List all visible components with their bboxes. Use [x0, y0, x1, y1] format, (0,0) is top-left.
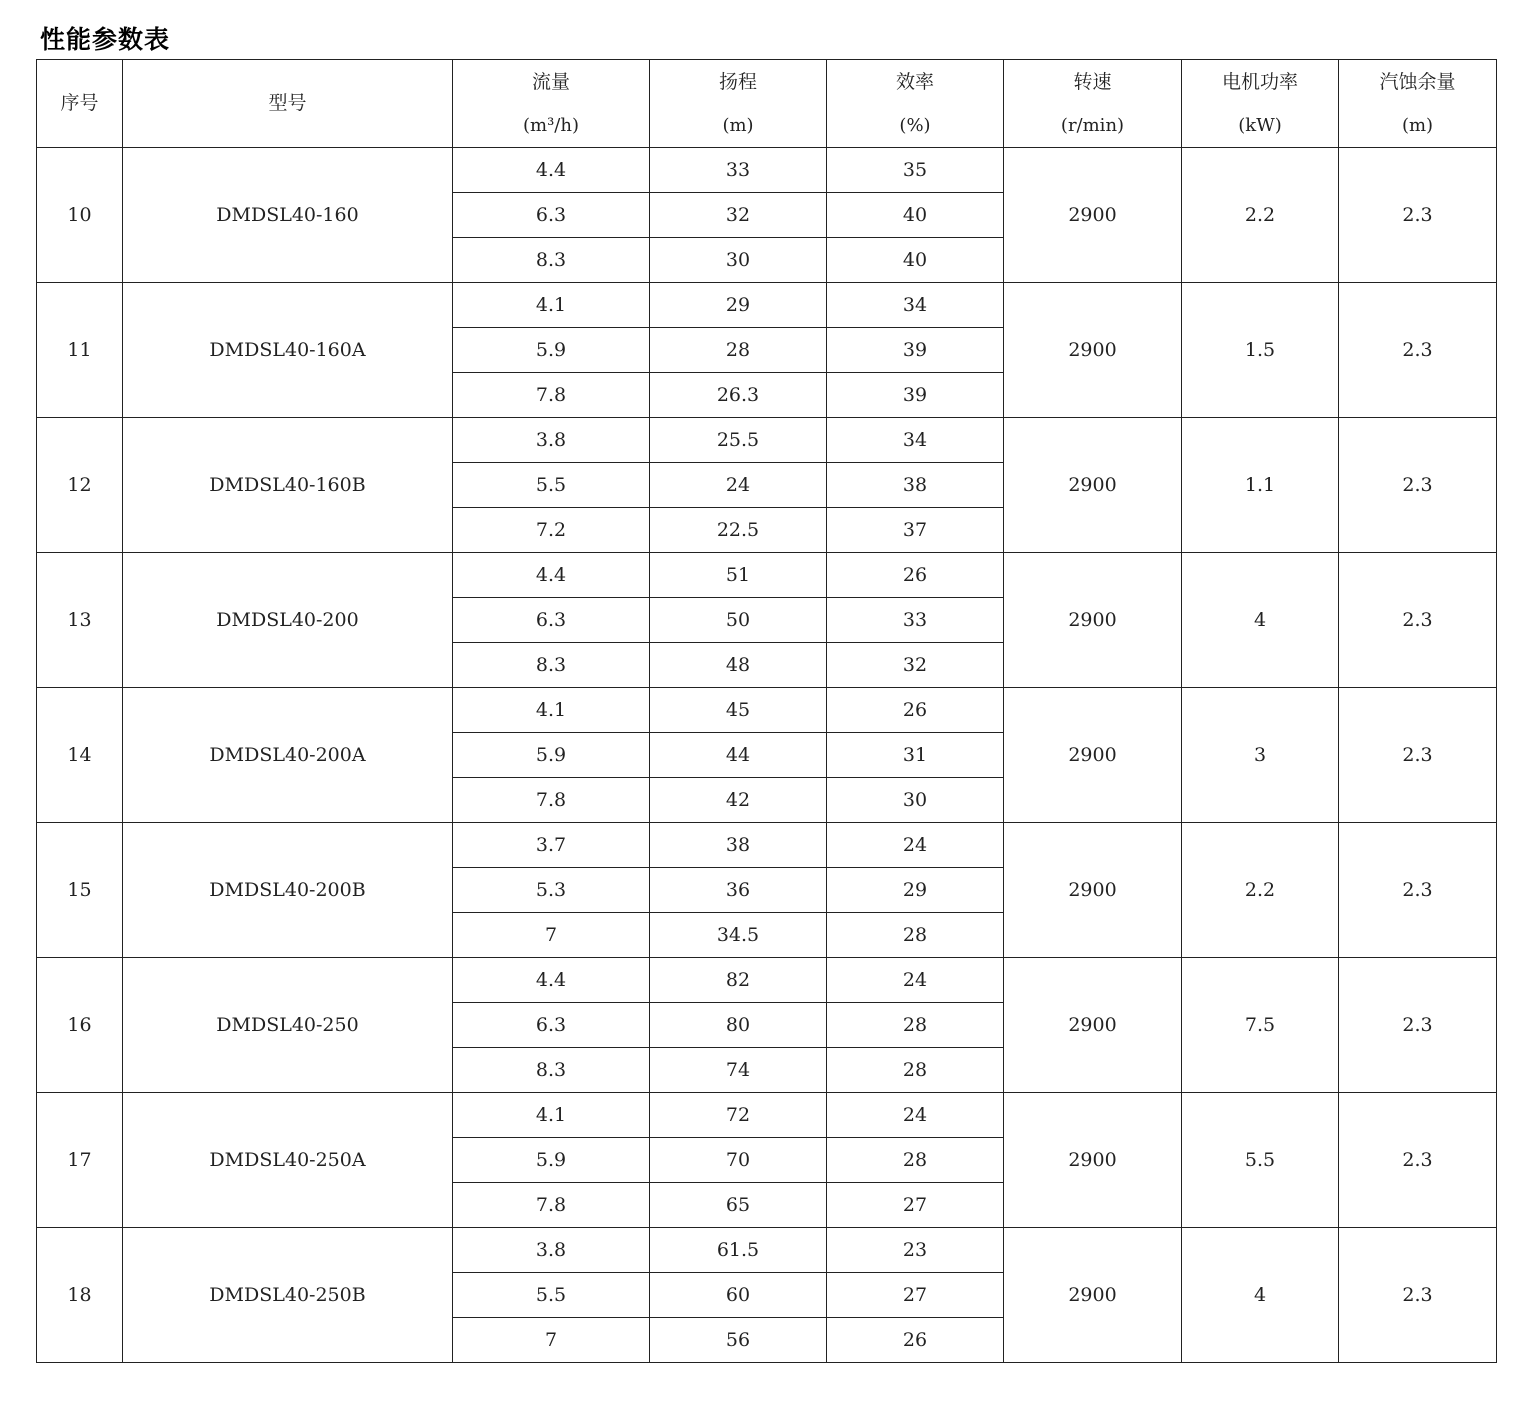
header-efficiency	[827, 60, 1004, 148]
cell-head: 42	[650, 778, 827, 823]
cell-index: 18	[37, 1228, 123, 1363]
cell-efficiency: 37	[827, 508, 1004, 553]
table-body	[37, 148, 1497, 1363]
cell-head: 61.5	[650, 1228, 827, 1273]
header-speed	[1004, 60, 1182, 148]
cell-power: 2.2	[1182, 823, 1339, 958]
cell-flow: 8.3	[453, 1048, 650, 1093]
cell-npsh: 2.3	[1339, 553, 1497, 688]
performance-table	[36, 59, 1497, 1363]
cell-head: 28	[650, 328, 827, 373]
cell-npsh: 2.3	[1339, 418, 1497, 553]
table-row	[37, 418, 1497, 463]
cell-model: DMDSL40-200A	[123, 688, 453, 823]
cell-power: 1.5	[1182, 283, 1339, 418]
cell-efficiency: 26	[827, 553, 1004, 598]
header-power-name: 电机功率	[1221, 70, 1298, 93]
cell-head: 29	[650, 283, 827, 328]
cell-flow: 5.5	[453, 1273, 650, 1318]
cell-speed: 2900	[1004, 688, 1182, 823]
cell-efficiency: 24	[827, 1093, 1004, 1138]
header-npsh	[1339, 60, 1497, 148]
cell-head: 65	[650, 1183, 827, 1228]
table-row	[37, 1228, 1497, 1273]
cell-flow: 5.9	[453, 733, 650, 778]
cell-efficiency: 39	[827, 373, 1004, 418]
cell-head: 44	[650, 733, 827, 778]
cell-efficiency: 27	[827, 1273, 1004, 1318]
cell-npsh: 2.3	[1339, 148, 1497, 283]
cell-head: 36	[650, 868, 827, 913]
cell-efficiency: 28	[827, 1048, 1004, 1093]
cell-head: 45	[650, 688, 827, 733]
header-speed-name: 转速	[1073, 70, 1112, 93]
cell-flow: 7.8	[453, 1183, 650, 1228]
cell-head: 24	[650, 463, 827, 508]
cell-efficiency: 30	[827, 778, 1004, 823]
cell-index: 17	[37, 1093, 123, 1228]
cell-model: DMDSL40-160	[123, 148, 453, 283]
header-flow	[453, 60, 650, 148]
cell-head: 60	[650, 1273, 827, 1318]
cell-index: 14	[37, 688, 123, 823]
cell-npsh: 2.3	[1339, 688, 1497, 823]
cell-flow: 6.3	[453, 598, 650, 643]
cell-model: DMDSL40-200	[123, 553, 453, 688]
cell-efficiency: 28	[827, 913, 1004, 958]
cell-head: 80	[650, 1003, 827, 1048]
table-row	[37, 553, 1497, 598]
cell-speed: 2900	[1004, 1093, 1182, 1228]
header-power	[1182, 60, 1339, 148]
cell-efficiency: 39	[827, 328, 1004, 373]
cell-flow: 7	[453, 1318, 650, 1363]
header-npsh-name: 汽蚀余量	[1379, 70, 1456, 93]
cell-flow: 6.3	[453, 193, 650, 238]
cell-index: 16	[37, 958, 123, 1093]
header-flow-name: 流量	[531, 70, 570, 93]
cell-power: 5.5	[1182, 1093, 1339, 1228]
cell-npsh: 2.3	[1339, 1093, 1497, 1228]
cell-head: 82	[650, 958, 827, 1003]
cell-flow: 5.9	[453, 328, 650, 373]
cell-efficiency: 40	[827, 238, 1004, 283]
cell-efficiency: 33	[827, 598, 1004, 643]
cell-flow: 4.1	[453, 688, 650, 733]
cell-index: 15	[37, 823, 123, 958]
cell-index: 10	[37, 148, 123, 283]
cell-efficiency: 28	[827, 1138, 1004, 1183]
cell-efficiency: 32	[827, 643, 1004, 688]
table-row	[37, 823, 1497, 868]
cell-head: 70	[650, 1138, 827, 1183]
header-model: 型号	[123, 60, 453, 148]
cell-flow: 5.3	[453, 868, 650, 913]
header-efficiency-name: 效率	[895, 70, 934, 93]
cell-model: DMDSL40-250	[123, 958, 453, 1093]
header-head-unit: (m)	[722, 114, 754, 136]
cell-flow: 7.8	[453, 373, 650, 418]
cell-speed: 2900	[1004, 553, 1182, 688]
cell-flow: 7.2	[453, 508, 650, 553]
cell-model: DMDSL40-250A	[123, 1093, 453, 1228]
cell-power: 3	[1182, 688, 1339, 823]
cell-npsh: 2.3	[1339, 958, 1497, 1093]
cell-flow: 7.8	[453, 778, 650, 823]
cell-speed: 2900	[1004, 418, 1182, 553]
cell-efficiency: 40	[827, 193, 1004, 238]
cell-speed: 2900	[1004, 283, 1182, 418]
cell-efficiency: 28	[827, 1003, 1004, 1048]
header-power-unit: (kW)	[1238, 114, 1282, 136]
cell-efficiency: 34	[827, 418, 1004, 463]
cell-speed: 2900	[1004, 1228, 1182, 1363]
table-row	[37, 1093, 1497, 1138]
cell-efficiency: 24	[827, 823, 1004, 868]
cell-flow: 4.4	[453, 958, 650, 1003]
cell-model: DMDSL40-250B	[123, 1228, 453, 1363]
cell-npsh: 2.3	[1339, 1228, 1497, 1363]
cell-head: 34.5	[650, 913, 827, 958]
cell-head: 30	[650, 238, 827, 283]
cell-index: 12	[37, 418, 123, 553]
cell-model: DMDSL40-200B	[123, 823, 453, 958]
cell-head: 22.5	[650, 508, 827, 553]
header-index: 序号	[37, 60, 123, 148]
cell-efficiency: 26	[827, 1318, 1004, 1363]
cell-flow: 3.7	[453, 823, 650, 868]
cell-flow: 3.8	[453, 418, 650, 463]
cell-flow: 5.9	[453, 1138, 650, 1183]
cell-speed: 2900	[1004, 148, 1182, 283]
table-row	[37, 688, 1497, 733]
cell-model: DMDSL40-160B	[123, 418, 453, 553]
cell-efficiency: 35	[827, 148, 1004, 193]
cell-efficiency: 29	[827, 868, 1004, 913]
header-speed-unit: (r/min)	[1060, 114, 1125, 136]
cell-head: 38	[650, 823, 827, 868]
cell-flow: 4.4	[453, 553, 650, 598]
cell-flow: 4.1	[453, 283, 650, 328]
cell-head: 50	[650, 598, 827, 643]
page-title: 性能参数表	[40, 25, 171, 54]
cell-head: 32	[650, 193, 827, 238]
cell-speed: 2900	[1004, 823, 1182, 958]
cell-head: 74	[650, 1048, 827, 1093]
cell-head: 26.3	[650, 373, 827, 418]
header-flow-unit: (m³/h)	[523, 114, 579, 136]
cell-flow: 7	[453, 913, 650, 958]
cell-npsh: 2.3	[1339, 283, 1497, 418]
cell-flow: 4.1	[453, 1093, 650, 1138]
cell-index: 11	[37, 283, 123, 418]
table-row	[37, 958, 1497, 1003]
header-head	[650, 60, 827, 148]
cell-head: 72	[650, 1093, 827, 1138]
cell-npsh: 2.3	[1339, 823, 1497, 958]
cell-efficiency: 31	[827, 733, 1004, 778]
header-npsh-unit: (m)	[1401, 114, 1434, 136]
cell-index: 13	[37, 553, 123, 688]
cell-efficiency: 23	[827, 1228, 1004, 1273]
cell-head: 48	[650, 643, 827, 688]
cell-head: 51	[650, 553, 827, 598]
table-row	[37, 283, 1497, 328]
cell-flow: 6.3	[453, 1003, 650, 1048]
cell-efficiency: 38	[827, 463, 1004, 508]
cell-efficiency: 24	[827, 958, 1004, 1003]
cell-head: 25.5	[650, 418, 827, 463]
cell-power: 4	[1182, 1228, 1339, 1363]
header-row	[37, 60, 1497, 148]
cell-efficiency: 34	[827, 283, 1004, 328]
cell-speed: 2900	[1004, 958, 1182, 1093]
cell-flow: 8.3	[453, 643, 650, 688]
cell-power: 7.5	[1182, 958, 1339, 1093]
cell-head: 56	[650, 1318, 827, 1363]
cell-efficiency: 27	[827, 1183, 1004, 1228]
cell-power: 4	[1182, 553, 1339, 688]
cell-flow: 8.3	[453, 238, 650, 283]
cell-head: 33	[650, 148, 827, 193]
header-efficiency-unit: (%)	[899, 114, 931, 136]
cell-flow: 4.4	[453, 148, 650, 193]
cell-power: 1.1	[1182, 418, 1339, 553]
cell-flow: 3.8	[453, 1228, 650, 1273]
cell-flow: 5.5	[453, 463, 650, 508]
table-row	[37, 148, 1497, 193]
header-head-name: 扬程	[718, 70, 757, 93]
cell-model: DMDSL40-160A	[123, 283, 453, 418]
cell-efficiency: 26	[827, 688, 1004, 733]
cell-power: 2.2	[1182, 148, 1339, 283]
